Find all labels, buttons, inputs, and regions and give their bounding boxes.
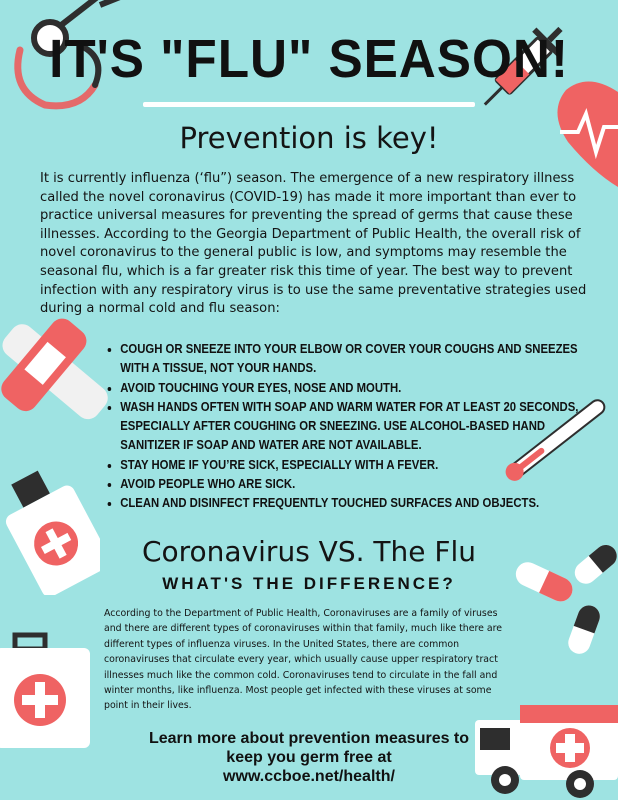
list-item: • STAY HOME IF YOU’RE SICK, ESPECIALLY WITH A FEVER.	[120, 456, 608, 475]
page-title: IT'S "FLU" SEASON!	[49, 29, 569, 89]
list-item: • AVOID PEOPLE WHO ARE SICK.	[120, 475, 608, 494]
list-item: • CLEAN AND DISINFECT FREQUENTLY TOUCHED SURFACES AND OBJECTS.	[120, 494, 608, 513]
call-to-action	[0, 729, 618, 786]
cta-line: keep you germ free at	[226, 749, 392, 766]
title-divider	[143, 102, 475, 107]
cta-line: Learn more about prevention measures to	[148, 730, 470, 747]
page-subtitle: Prevention is key!	[179, 121, 439, 155]
list-item: • COUGH OR SNEEZE INTO YOUR ELBOW OR COVER YOUR COUGHS AND SNEEZES WITH A TISSUE, NOT YOUR HANDS.	[120, 340, 608, 379]
section-title: Coronavirus VS. The Flu	[141, 535, 477, 568]
bandage-icon	[0, 315, 110, 425]
intro-paragraph: It is currently influenza (‘flu”) season. The emergence of a new respiratory illness called the novel coronavirus (COVID-19) has made it more important than ever to practice universal measures for preventing the spread of germs that cause these illnesses. According to the Georgia Department of Public Health, the overall risk of novel coronavirus to the general public is low, and symptoms may resemble the seasonal flu, which is a far greater risk this time of year. The best way to prevent infection with any respiratory virus is to use the same preventative strategies used during a normal cold and flu season:	[40, 171, 587, 317]
cta-link[interactable]: www.ccboe.net/health/	[223, 768, 395, 785]
list-item: • AVOID TOUCHING YOUR EYES, NOSE AND MOUTH.	[120, 379, 608, 398]
list-item: • WASH HANDS OFTEN WITH SOAP AND WARM WATER FOR AT LEAST 20 SECONDS, ESPECIALLY AFTER COUGHING OR SNEEZING. USE ALCOHOL-BASED HAND SANITIZER IF SOAP AND WATER ARE NOT AVAILABLE.	[120, 398, 608, 456]
section-paragraph: According to the Department of Public Health, Coronaviruses are a family of viruses and there are different types of coronaviruses within that family, much like there are different types of influenza viruses. In the United States, there are common coronaviruses that circulate every year, which usually cause upper respiratory tract illnesses much like the common cold. Coronaviruses tend to circulate in the fall and winter months, like influenza. Most people get infected with these viruses at some point in their lives.	[104, 608, 503, 712]
prevention-list	[104, 340, 608, 514]
section-subtitle: WHAT'S THE DIFFERENCE?	[162, 574, 456, 593]
